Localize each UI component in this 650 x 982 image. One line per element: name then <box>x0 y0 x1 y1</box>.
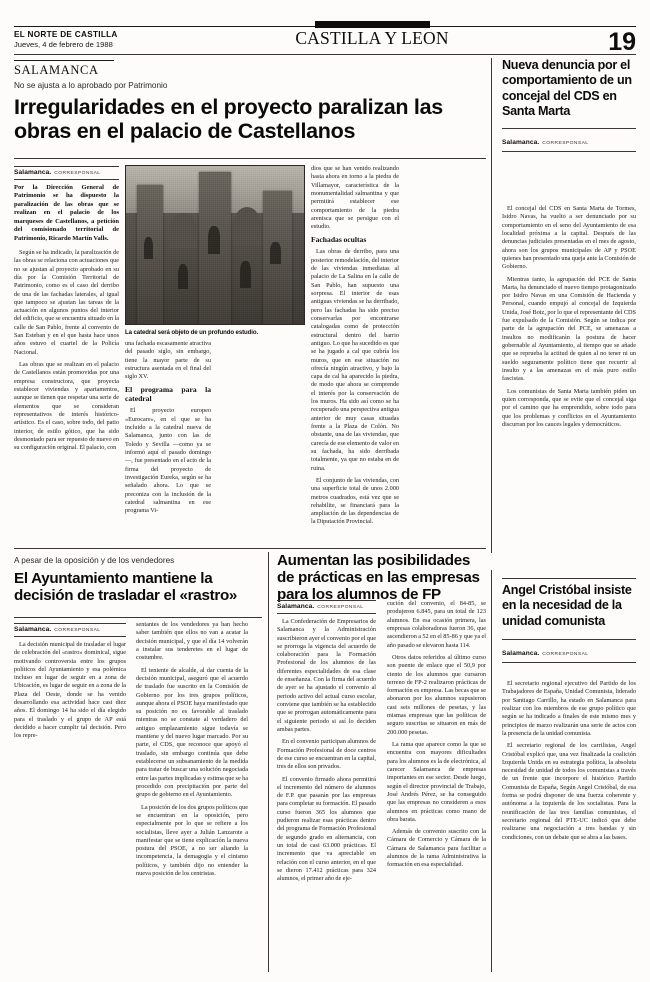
lead-headline-rule <box>14 158 486 159</box>
right-story-bottom <box>502 583 636 667</box>
body-paragraph: Otros datos referidos al último curso son puente de enlace que el 50,9 por ciento de los alumnos que cursaron terreno de FP-2 realizaron prácticas de formación es empresa. Las becas que se abonaron por los alumnos supusieron casi seis millones de pesetas, y las mismas empresas que las políticas de seguro suscritas se situaron en más de 200.000 pesetas. <box>387 653 486 736</box>
photo-caption: La catedral será objeto de un profundo estudio. <box>125 329 259 336</box>
bottom-left-byline <box>14 623 126 637</box>
lead-sub-kicker: No se ajusta a lo aprobado por Patrimonio <box>14 81 168 90</box>
bottom-mid-separator <box>268 552 269 972</box>
lead-paragraph: Por la Dirección General de Patrimonio se ha dispuesto la paralización de las obras que se realizan en el palacio de los marqueses de Castellanos, a petición del comisionado territorial de Patrimonio, Ricardo Martín Valls. <box>14 183 119 242</box>
bottom-left-column-2 <box>136 621 248 882</box>
lead-byline <box>14 166 119 180</box>
page-number: 19 <box>608 28 636 56</box>
body-paragraph: una fachada escasamente atractiva del pasado siglo, sin embargo, tiene la mayor parte de su estructura asentada en el final del siglo XV. <box>125 340 211 381</box>
body-paragraph: El conjunto de las viviendas, con una superficie total de unos 2.000 metros cuadrados, está vez que se rehabilite, se financiará para la ampliación de las dependencias de la Diputación Provincial. <box>311 476 399 526</box>
byline-role: CORRESPONSAL <box>54 628 101 633</box>
bottom-mid-header <box>277 552 486 604</box>
body-paragraph: Mientras tanto, la agrupación del PCE de Santa Marta, ha denunciado el nuevo tiempo protagonizado por Isidro Navas en una Comisión de Hacienda y Personal, cuando empujó al concejal de Izquierda Unida, José Boiz, por lo que el representante del CDS fue expulsado de la Comisión. Según se indica por parte de la agrupación del PCE, se amenazas a insultos no modificarán la postura de hacer gobernable al Ayuntamiento, al tiempo que se añade que se reprueba la actitud de quien al no tener ni un sueldo seguramente político tiene que recurrir al insulto y a las amenazas en el más puro estilo fascistas. <box>502 275 636 383</box>
section-title: CASTILLA Y LEON <box>295 28 449 48</box>
cathedral-photo-wrap <box>125 165 305 325</box>
bottom-mid-column-1 <box>277 600 376 888</box>
right-top-body <box>502 205 636 433</box>
subhead-fachadas-ocultas: Fachadas ocultas <box>311 234 367 244</box>
lead-section-kicker: SALAMANCA <box>14 63 99 77</box>
byline-city: Salamanca. <box>502 139 540 147</box>
body-paragraph: Las obras que se realizan en el palacio de Castellanos están promovidas por una empresa constructora, que proyecta establecer viviendas y apartamentos, aunque se tienen que respetar una serie de elementos que se consideran representativos de interés histórico-artístico. Es el caso, sobre todo, del patio interior, de estilo gótico, que ha sido desmontado para ser repuesto de nuevo en su configuración original. El palacio, con <box>14 361 119 452</box>
byline-role: CORRESPONSAL <box>317 605 364 610</box>
body-paragraph: Los comunistas de Santa Marta también piden un quien corresponda, que se evite que el concejal siga por el camino que ha emprendido, sobre todo para que los problemas y conflictos en el Ayuntamiento discurran por los cauces legales y democráticos. <box>502 387 636 428</box>
right-top-byline <box>502 128 636 152</box>
body-paragraph: El convenio firmado ahora permitirá el incremento del número de alumnos de F.P. que pasarán por las empresas para completar su formación. El pasado curso fueron 365 los alumnos que pudieron realizar esas prácticas dentro del programa de Formación Profesional de segundo grado en alternancia, con un total de casi 63.000 prácticas. El incremento que va apreciable en relación con el curso anterior, en el que se dieron 17.412 prácticas para 324 alumnos, el primer año de eje- <box>277 775 376 883</box>
body-paragraph: Según se ha indicado, la paralización de las obras se relaciona con actuaciones que no se ajustan al proyecto aprobado en su día por la Comisión Territorial de Patrimonio, como es el caso del derribo de una de las fachadas laterales, al igual que tampoco se ajustan las tareas de la actuación en algunos puntos del interior del edificio, que se encuentra situado en la calle de San Pablo, frente al convento de San Esteban y en el que hasta hace unos años estuvo el cuartel de la Policía Nacional. <box>14 248 119 356</box>
right-story-top <box>502 58 636 156</box>
cathedral-photo <box>125 165 305 325</box>
bottom-left-column-1 <box>14 621 126 745</box>
bottom-mid-headline: Aumentan las posibilidades de prácticas en las empresas para los alumnos de FP <box>277 552 480 604</box>
lead-headline: Irregularidades en el proyecto paralizan las obras en el palacio de Castellanos <box>14 95 443 143</box>
right-top-headline: Nueva denuncia por el comportamiento de un concejal del CDS en Santa Marta <box>502 58 632 119</box>
bottom-section-divider <box>14 548 486 549</box>
subhead-programa-catedral: El programa para la catedral <box>125 384 211 403</box>
lead-column-3 <box>311 165 399 531</box>
byline-city: Salamanca. <box>14 626 52 633</box>
body-paragraph: Las obras de derribo, para una posterior remodelación, del interior de las viviendas inmediatas al palacio de La Salina en la calle de San Pablo, han supuesto una sorpresa. El interior de esas antiguas viviendas se ha derribado, pero las fachadas ha sido preciso conservarlas por encontrarse catalogadas como de protección estructural dentro del barrio antiguo. Lo que ha sucedido es que se ha jugado a cal que cubría los muros, que en ese situación no ofrecía ningún atractivo, y bajo la capa de cal ha aparecido la piedra, de modo que ahora se comprende el interés por la conservación de los muros. Ha sido así como se ha recuperado una perspectiva antigua anterior de muy casas situadas frente a la Plaza de Colón. No obstante, una de las viviendas, que carecía de ese elemento de valor en su fachada, ha sido derribada totalmente, ya que no estaba en de ruina. <box>311 248 399 472</box>
bottom-left-sub-kicker: A pesar de la oposición y de los vendedores <box>14 556 175 565</box>
body-paragraph: dios que se han venido realizando hasta ahora en torno a la piedra de Villamayor, característica de la monumentalidad salmantina y que permitirá establecer ese comportamiento de la piedra arenisca que se persigue con el estudio. <box>311 165 399 231</box>
right-bottom-top-rule <box>502 578 636 579</box>
right-bottom-separator <box>491 570 492 972</box>
body-paragraph: El proyecto europeo «Eurocare», en el que se ha incluido a la catedral nueva de Salamanca, junto con las de Toledo y Sevilla —como ya se informó aquí el pasado domingo—, fue presentado en el acto de la firma del proyecto de investigación Eureka, según se ha señalado ahora. Lo que se preconiza con la inclusión de la catedral salmantina en ese programa Vi- <box>125 407 211 515</box>
byline-role: CORRESPONSAL <box>54 171 101 176</box>
body-paragraph: El secretario regional de los carrilistas, Angel Cristóbal explicó que, una vez finalizada la coalición Izquierda Unida en su estrategia política, la absoluta necesidad de unidad de todos los comunistas a través de un frente que incorpore el histórico Partido Comunista de España, Según Angel Cristóbal, de esa forma se podrá disponer de una fuerza coherente y autónoma a la izquierda de los socialistas. Para la reunificación de las tres familias comunistas, el secretario regional del PTE-UC indicó que debe realizarse una negociación a tres bandas y sin condiciones, con un debate que se abra a las bases. <box>502 742 636 841</box>
masthead-left <box>14 30 164 50</box>
masthead <box>14 26 636 56</box>
body-paragraph: En el convenio participan alumnos de Formación Profesional de doce centros de ese curso se encuentran en la capital, tres de ellos son privados. <box>277 738 376 771</box>
right-column-separator <box>491 58 492 553</box>
body-paragraph: Además de convenio suscrito con la Cámara de Comercio y Cámara de la Cámara de Salamanca para facilitar a alumnos de la rama Administrativa la formación en esa especialidad. <box>387 828 486 869</box>
body-paragraph: La Confederación de Empresarios de Salamanca y la Administración suscribieron ayer el convenio por el que se prorroga la vigencia del acuerdo de colaboración para la Formación Profesional de los alumnos de las diferentes especialidades de esa clase de enseñanza. Con la firma del acuerdo de ayer se ha ajustado el convenio al periodo activo del actual curso escolar, conviene que también se ha establecido que se prorrogan automáticamente para el siguiente periodo si así lo deciden ambas partes. <box>277 617 376 733</box>
bottom-left-header <box>14 552 262 604</box>
lead-column-2-lower <box>125 340 211 520</box>
right-bottom-headline: Angel Cristóbal insiste en la necesidad de la unidad comunista <box>502 583 632 628</box>
right-bottom-body <box>502 680 636 846</box>
byline-role: CORRESPONSAL <box>542 652 589 658</box>
lead-column-1 <box>14 162 119 456</box>
bottom-left-headline-rule <box>14 617 262 618</box>
lead-story-header <box>14 60 486 143</box>
photo-halftone-grain <box>126 166 304 324</box>
masthead-bottom-rule <box>14 54 636 55</box>
byline-role: CORRESPONSAL <box>542 141 589 147</box>
masthead-center <box>164 21 580 47</box>
right-bottom-byline <box>502 639 636 663</box>
paper-name: EL NORTE DE CASTILLA <box>14 30 118 39</box>
publication-date: Jueves, 4 de febrero de 1988 <box>14 39 113 49</box>
section-rule-bar <box>315 21 430 28</box>
byline-city: Salamanca. <box>502 650 540 658</box>
bottom-mid-byline <box>277 600 376 614</box>
byline-city: Salamanca. <box>14 169 52 176</box>
byline-city: Salamanca. <box>277 603 315 610</box>
body-paragraph: La decisión municipal de trasladar el lugar de celebración del «rastro» dominical, sigue motivando controversia entre los grupos políticos del Ayuntamiento y esa polémica incluso en lugar de seguir en a zona de Ubicación, es lugar de seguir en a zona de la Plaza del Oeste, donde se ha venido desarrollando esa actividad hace casi diez años. El domingo 14 ha sido el día elegido para el traslado y el grupo de AP está decidido a hacer cumplir tal decisión. Pero los repre- <box>14 640 126 740</box>
body-paragraph: El secretario regional ejecutivo del Partido de los Trabajadores de España, Unidad Comunista, liderado por Santiago Carrillo, ha estado en Salamanca para realizar con los miembros de ese grupo político que según se ha indicado a finales de este mismo mes y principios de marzo realizarán una serie de actos con la presencia de la unidad comunista. <box>502 680 636 737</box>
body-paragraph: El concejal del CDS en Santa Marta de Tormes, Isidro Navas, ha vuelto a ser denunciado por su comportamiento en el seno del Ayuntamiento de esa localidad próxima a la capital. Después de las denuncias judiciales presentadas en el mes de agosto, ahora son los grupos municipales de AP y PSOE quienes han presentado una queja ante la Comisión de Gobierno. <box>502 205 636 271</box>
body-paragraph: El teniente de alcalde, al dar cuenta de la decisión municipal, aseguró que el acuerdo de traslado fue suscrito en la Comisión de Gobierno por los tres grupos políticos, aunque ahora el PSOE haya manifestado que su posición no es favorable al traslado mientras no se constate al verdadero del antiguo emplazamiento sigue todavía se mantiene y del nuevo lugar marcado. Por su parte, el CDS, que reconoce que apoyó el traslado, sin embargo continúa que debe establecerse un subsanamiento de la medida para tratar de buscar una solución negociada entre las partes implicadas y estima que se ha procedido con precipitación por parte del grupo de gobierno en el Ayuntamiento. <box>136 666 248 799</box>
body-paragraph: cución del convenio, el 84-85, se produjeron 6.845, para un total de 123 alumnos. En esa ocasión primera, las empresas colaboradoras fueron 36, que ascendieron a 52 en el 85-86 y que ya el año pasado se elevaron hasta 114. <box>387 600 486 649</box>
body-paragraph: La rama que aparece como la que se encuentra con mayores dificultades para los alumnos es la de electrónica, al carecer Salamanca de empresas importantes en ese sector. Desde luego, según el director provincial de Trabajo, José Andrés Pérez, se ha conseguido que las empresas no consideren a esos alumnos en prácticas como mano de obra barata. <box>387 741 486 823</box>
body-paragraph: La posición de los dos grupos políticos que se encuentran en la oposición, pero especialmente por lo que se refiere a los socialistas, lleve ayer a Julián Lanzarote a manifestar que se tiene explicación la nueva postura del PSOE, a no ser aliando la incompetencia, la demagogia y el cinismo políticos, y también dijo no entender la nueva posición de los centristas. <box>136 803 248 878</box>
body-paragraph: sentantes de los vendedores ya han hecho saber también que ellos no van a acatar la decisión municipal, y que el día 14 volverán a instalar sus tenderetes en el lugar de costumbre. <box>136 621 248 662</box>
lead-kicker-bar <box>14 60 114 61</box>
bottom-left-headline: El Ayuntamiento mantiene la decisión de trasladar el «rastro» <box>14 570 238 605</box>
bottom-mid-column-2 <box>387 600 486 874</box>
